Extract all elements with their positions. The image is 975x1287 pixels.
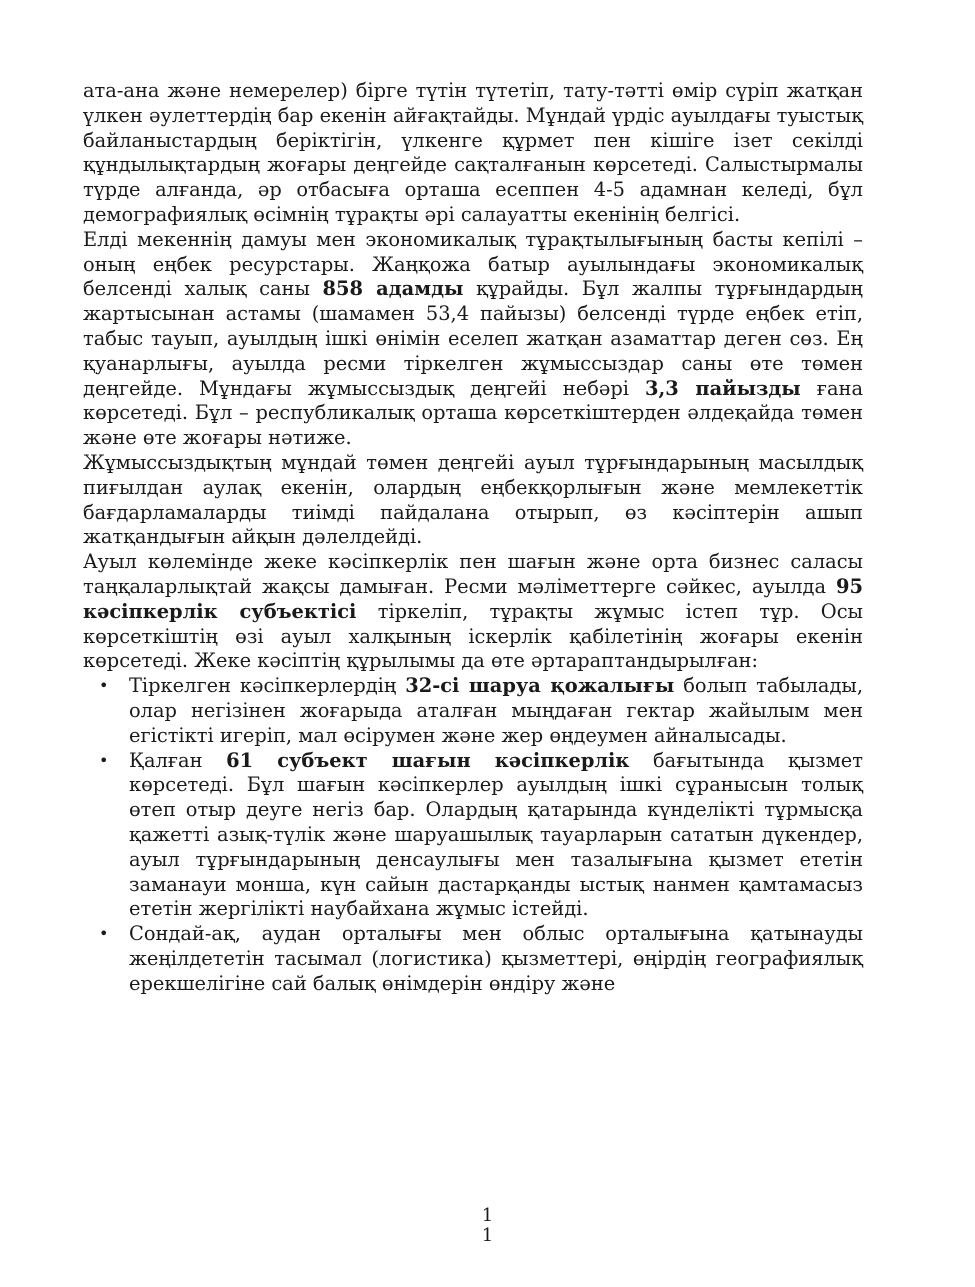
text-run: Жұмыссыздықтың мұндай төмен деңгейі ауыл тұрғындарының масылдық пиғылдан аулақ екенін, олардың еңбекқорлығын және мемлекеттік бағдарламаларды тиімді пайдалана отырып, өз кәсіптерін ашып жатқандығын айқын дәлелдейді. — [83, 450, 863, 549]
text-run: Елді мекеннің дамуы мен экономикалық тұрақтылығының басты кепілі – оның еңбек ресурстары. Жаңқожа батыр ауылындағы экономикалық белсенді халық саны — [83, 227, 863, 301]
bullet-item — [83, 922, 863, 996]
text-run: ата-ана және немерелер) бірге түтін түтетіп, тату-тәтті өмір сүріп жатқан үлкен әулеттердің бар екенін айғақтайды. Мұндай үрдіс ауылдағы туыстық байланыстардың беріктігін, үлкенге құрмет пен кішіге ізет секілді құндылықтардың жоғары деңгейде сақталғанын көрсетеді. Салыстырмалы түрде алғанда, әр отбасыға орташа есеппен 4-5 адамнан келеді, бұл демографиялық өсімнің тұрақты әрі салауатты екенінің белгісі. — [83, 79, 863, 226]
bullet-list — [83, 674, 863, 996]
text-run: бағытында қызмет көрсетеді. Бұл шағын кәсіпкерлер ауылдың ішкі сұранысын толық өтеп отыр деуге негіз бар. Олардың қатарында күнделікті тұрмысқа қажетті азық-түлік және шаруашылық тауарларын сататын дүкендер, ауыл тұрғындарының денсаулығы мен тазалығына қызмет ететін заманауи монша, күн сайын дастарқанды ыстық нанмен қамтамасыз ететін жергілікті наубайхана жұмыс істейді. — [129, 748, 863, 921]
bold-text: 32-сі шаруа қожалығы — [405, 674, 675, 698]
page-number-tail: 1 — [481, 1225, 494, 1246]
text-run: ғана көрсетеді. Бұл – республикалық орташа көрсеткіштерден әлдеқайда төмен және өте жоғары нәтиже. — [83, 376, 864, 450]
text-run: Қалған — [129, 748, 227, 772]
page-number: 1 — [481, 1205, 494, 1226]
bold-text: 61 субъект шағын кәсіпкерлік — [226, 748, 630, 772]
paragraph — [83, 79, 863, 228]
text-run: болып табылады, олар негізінен жоғарыда аталған мыңдаған гектар жайылым мен егістікті игеріп, мал өсірумен және жер өңдеумен айналысады. — [129, 674, 863, 747]
bullet-icon: • — [99, 750, 109, 770]
text-run: Сондай-ақ, аудан орталығы мен облыс орталығына қатынауды жеңілдететін тасымал (логистика) қызметтері, өңірдің географиялық ерекшелігіне сай балық өнімдерін өндіру және — [129, 922, 863, 995]
bullet-icon: • — [99, 924, 109, 944]
bold-text: 95 кәсіпкерлік субъектісі — [83, 574, 863, 623]
bold-text: 858 адамды — [322, 277, 464, 301]
text-run: Тіркелген кәсіпкерлердің — [129, 674, 406, 698]
document-body — [83, 79, 863, 996]
paragraph — [83, 451, 863, 550]
text-run: құрайды. Бұл жалпы тұрғындардың жартысынан астамы (шамамен 53,4 пайызы) белсенді түрде еңбек етіп, табыс тауып, ауылдың ішкі өнімін еселеп жатқан азаматтар деген сөз. Ең қуанарлығы, ауылда ресми тіркелген жұмыссыздар саны өте төмен деңгейде. Мұндағы жұмыссыздық деңгейі небәрі — [83, 277, 863, 400]
paragraphs — [83, 79, 863, 674]
text-run: Ауыл көлемінде жеке кәсіпкерлік пен шағын және орта бизнес саласы таңқаларлықтай жақсы дамыған. Ресми мәліметтерге сәйкес, ауылда — [83, 550, 863, 598]
paragraph — [83, 228, 863, 451]
bullet-item — [83, 749, 863, 923]
text-run: тіркеліп, тұрақты жұмыс істеп тұр. Осы көрсеткіштің өзі ауыл халқының іскерлік қабілетінің жоғары екенін көрсетеді. Жеке кәсіптің құрылымы да өте әртараптандырылған: — [83, 599, 863, 673]
bullet-item — [83, 674, 863, 748]
bold-text: 3,3 пайызды — [645, 376, 801, 400]
paragraph — [83, 550, 863, 674]
bullet-icon: • — [99, 676, 109, 696]
